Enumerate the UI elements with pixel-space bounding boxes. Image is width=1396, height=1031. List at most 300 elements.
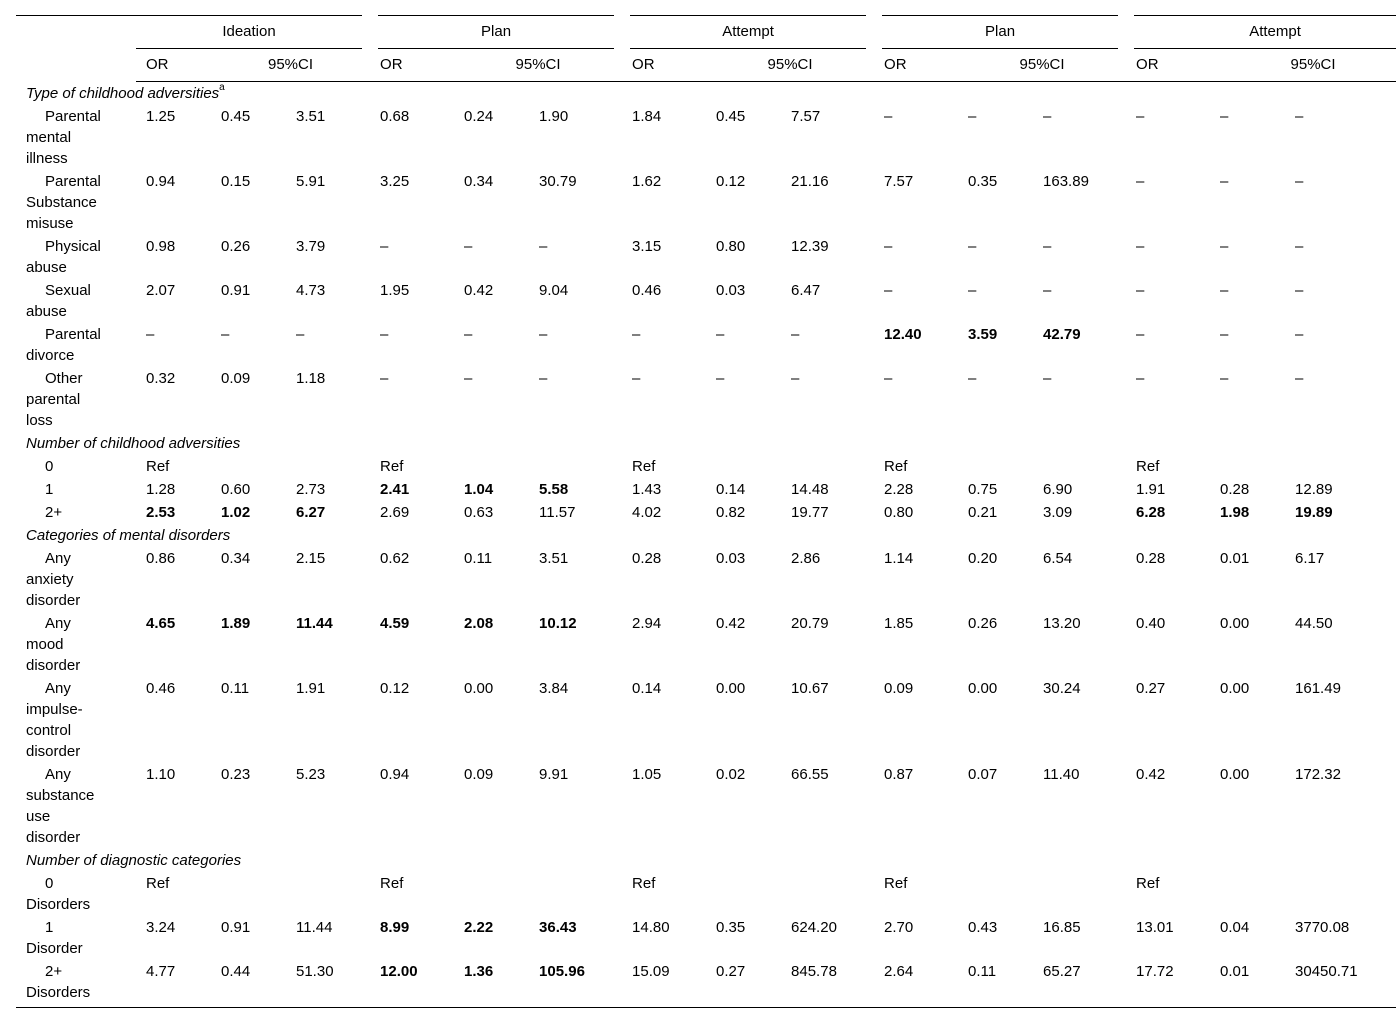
table-cell: 0.42 [716,615,746,632]
or-header: OR [370,49,454,82]
table-cell: 1.10 [146,766,176,783]
row-label-line: Any [45,680,71,697]
table-cell: – [1295,282,1304,299]
or-header: OR [1126,49,1210,82]
table-cell [211,872,286,916]
table-cell: 0.86 [146,550,176,567]
table-cell [781,872,874,916]
table-cell: 44.50 [1295,615,1333,632]
table-cell: – [791,326,800,343]
row-label [16,367,136,432]
table-row [16,677,1396,763]
table-row [16,763,1396,849]
table-cell: 0.98 [146,238,176,255]
row-label-line: Any [45,615,71,632]
table-cell: Ref [1136,875,1160,892]
table-cell: 0.63 [464,504,494,521]
table-cell: Ref [884,458,908,475]
row-label [16,872,136,916]
table-cell: – [464,238,473,255]
table-cell: 51.30 [286,960,370,1008]
table-cell: – [539,370,548,387]
table-cell: – [791,370,800,387]
table-body [16,82,1396,1008]
table-cell: 12.00 [370,960,454,1008]
table-cell: 3.25 [380,173,410,190]
table-cell: – [1136,282,1145,299]
table-cell: 0.21 [968,504,998,521]
row-label-line: illness [26,150,68,167]
table-cell: 0.26 [221,238,251,255]
table-cell: 5.91 [296,173,326,190]
group-header-attempt: Attempt [622,16,874,49]
table-cell: 1.98 [1220,504,1250,521]
table-cell: 0.35 [968,173,998,190]
table-cell: 19.77 [791,504,829,521]
table-cell: 65.27 [1033,960,1126,1008]
table-cell: 0.14 [716,481,746,498]
table-cell: 2.53 [146,504,176,521]
table-cell: 0.44 [211,960,286,1008]
table-cell: – [1295,326,1304,343]
table-cell: 0.11 [221,680,250,697]
table-cell: 15.09 [622,960,706,1008]
table-cell: Ref [146,875,170,892]
row-label-line: loss [26,412,53,429]
table-cell: – [1220,108,1229,125]
table-cell: 2.08 [464,615,494,632]
row-label-line: Other [45,370,83,387]
section-header-row [16,849,1396,872]
table-cell: – [968,238,977,255]
table-cell: 3.09 [1043,504,1073,521]
table-cell: 6.17 [1295,550,1325,567]
row-label [16,170,136,235]
table-cell: 0.80 [884,504,914,521]
table-cell: 0.03 [716,550,746,567]
table-cell: 4.65 [146,615,176,632]
table-cell: – [1136,238,1145,255]
table-cell: – [1220,370,1229,387]
table-cell: 2.41 [380,481,410,498]
stub-subheader [16,49,136,82]
table-cell: – [884,282,893,299]
stub-header [16,16,136,49]
table-cell: 3.84 [539,680,569,697]
table-cell: 1.84 [632,108,662,125]
table-row [16,478,1396,501]
ci-header: 95%CI [958,49,1126,82]
table-cell: 12.89 [1295,481,1333,498]
section-title [16,849,1396,872]
table-cell: 0.00 [1220,680,1250,697]
table-row [16,279,1396,323]
table-cell: – [221,326,230,343]
table-cell: 0.94 [380,766,410,783]
section-title-text: Type of childhood adversities [26,85,220,102]
row-label-line: disorder [26,829,81,846]
table-cell: 1.62 [632,173,662,190]
table-cell: 5.23 [296,766,326,783]
table-cell: Ref [632,875,656,892]
row-label [16,763,136,849]
row-label-line: 0 [45,875,54,892]
table-row [16,235,1396,279]
table-cell: – [716,370,725,387]
table-cell: 0.45 [221,108,251,125]
table-cell: 3.79 [296,238,326,255]
group-header-attempt-2: Attempt [1126,16,1396,49]
table-cell: – [1295,238,1304,255]
row-label-line: 2+ [45,963,63,980]
table-cell: – [146,326,155,343]
group-header-ideation: Ideation [136,16,370,49]
row-label-line: Any [45,766,71,783]
table-cell: 8.99 [380,919,410,936]
table-cell: 1.90 [539,108,569,125]
table-cell: 4.73 [296,282,326,299]
table-cell: – [968,108,977,125]
table-cell: 0.87 [884,766,914,783]
table-cell: Ref [1136,458,1160,475]
row-label [16,279,136,323]
table-cell: 161.49 [1295,680,1341,697]
table-row [16,612,1396,677]
section-title [16,524,1396,547]
table-cell: 2.86 [791,550,821,567]
table-cell: 0.03 [716,282,746,299]
table-cell: 0.75 [968,481,998,498]
subheader-row [16,49,1396,82]
table-cell: 0.15 [221,173,251,190]
table-row [16,872,1396,916]
table-cell: 0.04 [1220,919,1250,936]
group-header-plan: Plan [370,16,622,49]
table-cell: – [380,326,389,343]
table-cell [958,872,1033,916]
table-cell: Ref [632,458,656,475]
table-row [16,367,1396,432]
row-label [16,916,136,960]
table-cell: 2.07 [146,282,176,299]
table-cell: – [884,108,893,125]
table-cell: 0.80 [716,238,746,255]
table-cell: – [539,326,548,343]
row-label-line: Disorders [26,896,91,913]
row-label-line: 1 [45,919,54,936]
table-cell: – [1295,108,1304,125]
table-cell: 30.24 [1043,680,1081,697]
table-cell: 0.68 [380,108,410,125]
row-label-line: Physical [45,238,101,255]
row-label-line: Disorders [26,984,91,1001]
table-cell: Ref [380,875,404,892]
table-cell [1285,455,1396,478]
row-label [16,612,136,677]
table-cell: 21.16 [791,173,829,190]
or-header: OR [622,49,706,82]
table-cell: 14.48 [791,481,829,498]
row-label-line: Sexual [45,282,91,299]
group-header-row [16,16,1396,49]
section-title-text: Categories of mental disorders [26,527,231,544]
table-cell: 0.32 [146,370,176,387]
ci-header: 95%CI [454,49,622,82]
row-label [16,235,136,279]
table-cell: 11.40 [1043,766,1080,783]
table-cell: 2.73 [296,481,326,498]
table-cell: 163.89 [1043,173,1089,190]
table-cell: – [1136,370,1145,387]
table-cell: – [1220,238,1229,255]
table-cell: 6.90 [1043,481,1073,498]
results-table-container [16,15,1396,1008]
table-cell: 4.02 [632,504,662,521]
table-cell: 0.28 [1220,481,1250,498]
table-cell [958,455,1033,478]
table-cell: 105.96 [529,960,622,1008]
table-cell: 0.00 [968,680,998,697]
table-cell: – [1220,173,1229,190]
table-cell: 0.09 [884,680,914,697]
table-cell: 9.91 [539,766,569,783]
table-cell: 0.94 [146,173,176,190]
table-cell: – [632,326,641,343]
table-cell: 1.85 [884,615,914,632]
table-cell: 0.91 [221,919,251,936]
table-cell: 12.40 [884,326,922,343]
table-cell: 3.59 [968,326,998,343]
table-row [16,105,1396,170]
row-label [16,960,136,1008]
table-cell: 0.91 [221,282,251,299]
table-cell: – [884,370,893,387]
table-cell: 0.00 [716,680,746,697]
table-row [16,960,1396,1008]
table-cell: 2.69 [380,504,410,521]
table-cell: – [968,282,977,299]
row-label-line: disorder [26,592,81,609]
table-cell: 0.46 [632,282,662,299]
row-label [16,455,136,478]
table-cell: 2.70 [884,919,914,936]
table-cell [1285,872,1396,916]
table-cell: 1.43 [632,481,662,498]
table-cell: – [380,238,389,255]
table-cell [286,872,370,916]
row-label [16,323,136,367]
table-cell: 7.57 [884,173,914,190]
table-cell [706,455,781,478]
row-label-line: Parental [45,173,101,190]
table-cell: – [1043,282,1052,299]
section-title [16,82,1396,106]
row-label-line: misuse [26,215,74,232]
table-row [16,323,1396,367]
table-cell: Ref [884,875,908,892]
row-label-line: abuse [26,303,67,320]
table-cell: 1.28 [146,481,176,498]
row-label-line: mental [26,129,72,146]
table-cell: 1.89 [221,615,251,632]
table-cell: 2.94 [632,615,662,632]
table-cell: – [1136,173,1145,190]
row-label-line: mood [26,636,64,653]
table-cell: 0.11 [464,550,493,567]
row-label-line: impulse- [26,701,83,718]
footnote-marker: a [219,82,225,93]
table-cell: 0.01 [1210,960,1285,1008]
table-cell [529,872,622,916]
table-cell: 1.25 [146,108,176,125]
table-cell: 11.57 [539,504,576,521]
table-cell: 0.34 [221,550,251,567]
table-cell: 0.42 [1136,766,1166,783]
row-label-line: 0 [45,458,54,475]
table-cell: 0.42 [464,282,494,299]
table-cell: 0.60 [221,481,251,498]
or-header: OR [136,49,211,82]
table-cell: 0.09 [221,370,251,387]
row-label-line: Parental [45,108,101,125]
row-label-line: 1 [45,481,54,498]
table-cell: 6.27 [296,504,326,521]
table-cell: – [464,370,473,387]
table-cell: 6.28 [1136,504,1166,521]
table-cell: 19.89 [1295,504,1333,521]
table-cell: 13.20 [1043,615,1081,632]
table-cell: – [1295,370,1304,387]
table-cell: 0.28 [632,550,662,567]
table-cell: 1.91 [1136,481,1166,498]
table-cell: – [1043,108,1052,125]
table-cell: 0.46 [146,680,176,697]
table-cell: 36.43 [539,919,577,936]
table-cell: 0.14 [632,680,662,697]
row-label-line: Disorder [26,940,83,957]
table-cell: 6.47 [791,282,821,299]
table-cell: 0.34 [464,173,494,190]
row-label-line: substance [26,787,95,804]
table-cell: 20.79 [791,615,829,632]
table-cell: – [1220,282,1229,299]
row-label-line: Substance [26,194,97,211]
table-cell [286,455,370,478]
table-cell: – [1295,173,1304,190]
table-cell: 3770.08 [1295,919,1350,936]
row-label-line: Parental [45,326,101,343]
table-cell: 0.02 [716,766,746,783]
section-header-row [16,82,1396,106]
table-cell: – [380,370,389,387]
table-cell: 30.79 [539,173,577,190]
table-cell [454,872,529,916]
table-cell: 12.39 [791,238,829,255]
table-cell: 0.28 [1136,550,1166,567]
row-label [16,547,136,612]
table-cell: 30450.71 [1285,960,1396,1008]
table-cell: 2.64 [874,960,958,1008]
table-cell: 11.44 [296,919,333,936]
table-cell: 2.28 [884,481,914,498]
table-cell: 2.15 [296,550,326,567]
table-cell: 1.02 [221,504,251,521]
table-cell: – [968,370,977,387]
table-cell: 0.62 [380,550,410,567]
row-label [16,501,136,524]
table-cell: – [884,238,893,255]
table-row [16,170,1396,235]
table-row [16,547,1396,612]
table-cell: 1.05 [632,766,662,783]
table-cell [454,455,529,478]
table-cell: 0.27 [1136,680,1166,697]
table-cell: – [1136,326,1145,343]
table-cell: 0.27 [706,960,781,1008]
table-cell [1210,872,1285,916]
table-cell: 1.91 [296,680,326,697]
table-cell: 1.36 [454,960,529,1008]
table-cell: Ref [380,458,404,475]
table-cell: – [1136,108,1145,125]
section-header-row [16,432,1396,455]
table-cell: 0.20 [968,550,998,567]
table-cell [706,872,781,916]
table-cell: 0.26 [968,615,998,632]
table-cell: 0.12 [716,173,746,190]
table-cell: 17.72 [1126,960,1210,1008]
table-cell: 0.12 [380,680,410,697]
table-cell: 10.12 [539,615,577,632]
section-header-row [16,524,1396,547]
table-cell: – [632,370,641,387]
row-label-line: anxiety [26,571,74,588]
table-row [16,916,1396,960]
row-label-line: use [26,808,51,825]
table-cell: 0.00 [464,680,494,697]
table-cell: 6.54 [1043,550,1073,567]
table-cell: 9.04 [539,282,569,299]
table-cell: 0.07 [968,766,998,783]
table-cell: 14.80 [632,919,670,936]
table-cell: 0.40 [1136,615,1166,632]
table-cell: 0.24 [464,108,494,125]
table-cell [1210,455,1285,478]
table-cell: 16.85 [1043,919,1081,936]
table-cell: 42.79 [1043,326,1081,343]
table-cell: 4.77 [136,960,211,1008]
table-cell: Ref [146,458,170,475]
ci-header: 95%CI [706,49,874,82]
table-cell: 1.14 [884,550,914,567]
table-cell: 66.55 [791,766,829,783]
table-cell: 1.95 [380,282,410,299]
table-cell: 0.11 [958,960,1033,1008]
table-cell: 4.59 [380,615,410,632]
table-cell: 1.18 [296,370,326,387]
table-cell: – [1043,238,1052,255]
table-cell [211,455,286,478]
table-cell: 0.43 [968,919,998,936]
table-cell: – [464,326,473,343]
table-cell: 13.01 [1136,919,1174,936]
table-cell: 845.78 [781,960,874,1008]
odds-ratio-table [16,15,1396,1008]
table-cell: – [1043,370,1052,387]
row-label-line: Any [45,550,71,567]
section-title-text: Number of diagnostic categories [26,852,242,869]
table-cell: 0.45 [716,108,746,125]
